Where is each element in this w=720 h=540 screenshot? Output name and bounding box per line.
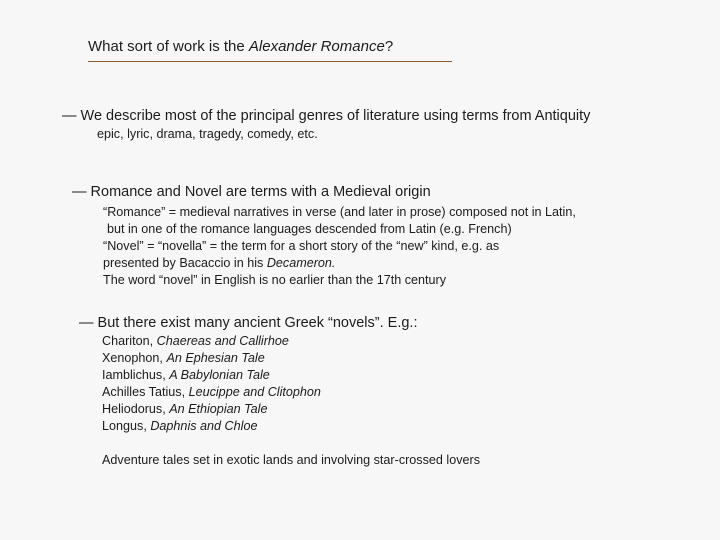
list-item: Xenophon, An Ephesian Tale [102, 351, 265, 365]
medieval-definitions [103, 204, 576, 289]
list-item: Iamblichus, A Babylonian Tale [102, 368, 270, 382]
bullet-greek-novels: — But there exist many ancient Greek “novels”. E.g.: [79, 315, 418, 331]
novel-english-date: The word “novel” in English is no earlier than the 17th century [103, 273, 447, 287]
bullet-medieval-origin: — Romance and Novel are terms with a Medieval origin [72, 184, 431, 200]
adventure-tales-summary: Adventure tales set in exotic lands and involving star-crossed lovers [102, 453, 481, 467]
list-item: Heliodorus, An Ethiopian Tale [102, 402, 268, 416]
list-item: Achilles Tatius, Leucippe and Clitophon [102, 385, 321, 399]
novel-definition-cont [103, 255, 576, 272]
slide-title [88, 37, 393, 57]
decameron-title: Decameron. [266, 256, 336, 270]
list-item: Chariton, Chaereas and Callirhoe [102, 334, 289, 348]
romance-definition-cont: but in one of the romance languages descended from Latin (e.g. French) [107, 222, 512, 236]
novel-definition: “Novel” = “novella” = the term for a short story of the “new” kind, e.g. as [103, 239, 500, 253]
bullet-antiquity-terms: — We describe most of the principal genres of literature using terms from Antiquity [62, 108, 591, 124]
greek-novels-list [102, 333, 321, 435]
title-prefix: What sort of work is the [88, 38, 249, 55]
antiquity-genres-list: epic, lyric, drama, tragedy, comedy, etc. [97, 127, 318, 141]
title-emphasis: Alexander Romance [248, 38, 385, 55]
novel-definition-prefix: presented by Bacaccio in his [103, 256, 267, 270]
title-underline [88, 61, 452, 62]
title-suffix: ? [384, 38, 394, 55]
list-item: Longus, Daphnis and Chloe [102, 419, 258, 433]
romance-definition: “Romance” = medieval narratives in verse (and later in prose) composed not in Latin, [103, 205, 576, 219]
